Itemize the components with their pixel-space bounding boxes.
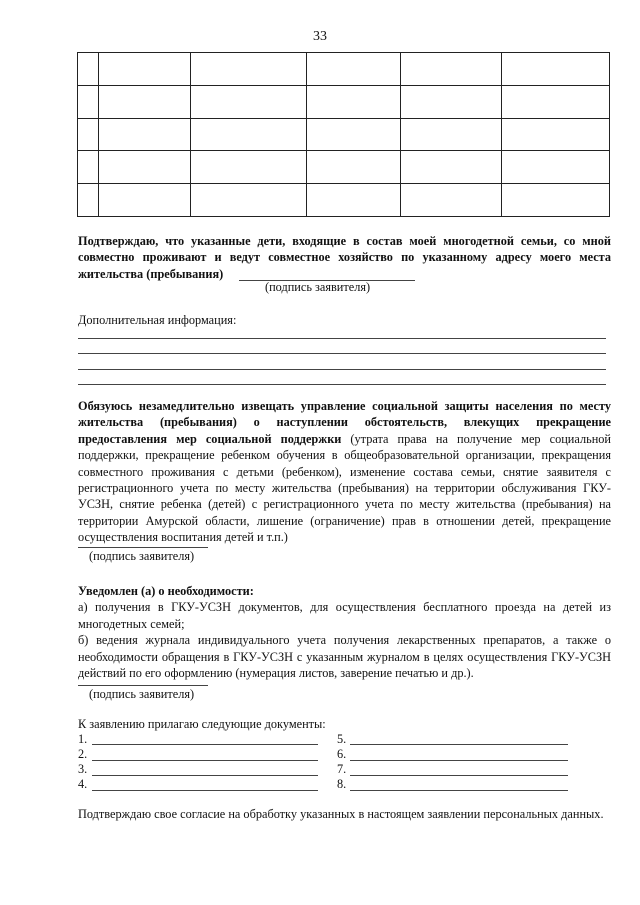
notification-item-a: а) получения в ГКУ-УСЗН документов, для осуществления бесплатного проезда на детей из многодетных семей; bbox=[78, 600, 611, 631]
notification-item-b: б) ведения журнала индивидуального учета получения лекарственных препаратов, а также о необходимости обращения в ГКУ-УСЗН с указанным журналом в целях осуществления ГКУ-УСЗН действий по его оформлению (нумерация листов, заверение печатью и др.). bbox=[78, 633, 611, 681]
table-row bbox=[78, 118, 610, 151]
document-line[interactable] bbox=[92, 760, 318, 761]
signature-caption: (подпись заявителя) bbox=[89, 549, 195, 563]
document-line[interactable] bbox=[92, 744, 318, 745]
confirmation-paragraph bbox=[78, 233, 611, 282]
document-line[interactable] bbox=[350, 790, 568, 791]
additional-info-line[interactable] bbox=[78, 369, 606, 370]
additional-info-line[interactable] bbox=[78, 338, 606, 339]
document-number: 4. bbox=[78, 777, 88, 791]
additional-info-line[interactable] bbox=[78, 384, 606, 385]
document-line[interactable] bbox=[350, 744, 568, 745]
signature-caption: (подпись заявителя) bbox=[89, 687, 195, 701]
document-line[interactable] bbox=[350, 760, 568, 761]
document-number: 7. bbox=[337, 762, 347, 776]
documents-label: К заявлению прилагаю следующие документы: bbox=[78, 717, 326, 731]
table-row bbox=[78, 184, 610, 217]
document-line[interactable] bbox=[92, 790, 318, 791]
document-number: 1. bbox=[78, 732, 88, 746]
consent-text: Подтверждаю свое согласие на обработку указанных в настоящем заявлении персональных данных. bbox=[78, 807, 604, 821]
document-number: 5. bbox=[337, 732, 347, 746]
document-number: 3. bbox=[78, 762, 88, 776]
document-number: 6. bbox=[337, 747, 347, 761]
obligation-paragraph bbox=[78, 398, 611, 546]
confirmation-text: Подтверждаю, что указанные дети, входящие в состав моей многодетной семьи, со мной совместно проживают и ведут совместное хозяйство по указанному адресу моего места жительства (пребывания) bbox=[78, 234, 611, 281]
signature-line[interactable] bbox=[78, 685, 208, 686]
document-line[interactable] bbox=[92, 775, 318, 776]
obligation-text: (утрата права на получение мер социальной поддержки, прекращение ребенком обучения в общеобразовательной организации, прекращения совместного проживания с детьми (ребенком), изменение состава семьи, снятие заявителя с регистрационного учета по месту жительства (пребывания) на территории обслуживания ГКУ-УСЗН, снятие ребенка (детей) с регистрационного учета по месту жительства (пребывания) на территории Амурской области, лишение (ограничение) прав в отношении детей, прекращение осуществления воспитания детей и т.п.) bbox=[78, 431, 612, 545]
table-row bbox=[78, 151, 610, 184]
additional-info-label: Дополнительная информация: bbox=[78, 313, 237, 327]
page-number: 33 bbox=[313, 29, 327, 44]
additional-info-line[interactable] bbox=[78, 353, 606, 354]
table-row bbox=[78, 53, 610, 86]
obligation-bold-text: Обязуюсь незамедлительно извещать управление социальной защиты населения по месту жительства (пребывания) о наступлении обстоятельств, влекущих прекращение предоставления мер социальной поддержки bbox=[78, 399, 611, 446]
notification-section bbox=[78, 583, 611, 681]
signature-line[interactable] bbox=[78, 547, 208, 548]
table-row bbox=[78, 85, 610, 118]
document-number: 8. bbox=[337, 777, 347, 791]
document-number: 2. bbox=[78, 747, 88, 761]
children-table bbox=[77, 52, 610, 217]
signature-caption: (подпись заявителя) bbox=[265, 280, 371, 294]
document-line[interactable] bbox=[350, 775, 568, 776]
notification-title: Уведомлен (а) о необходимости: bbox=[78, 584, 254, 598]
